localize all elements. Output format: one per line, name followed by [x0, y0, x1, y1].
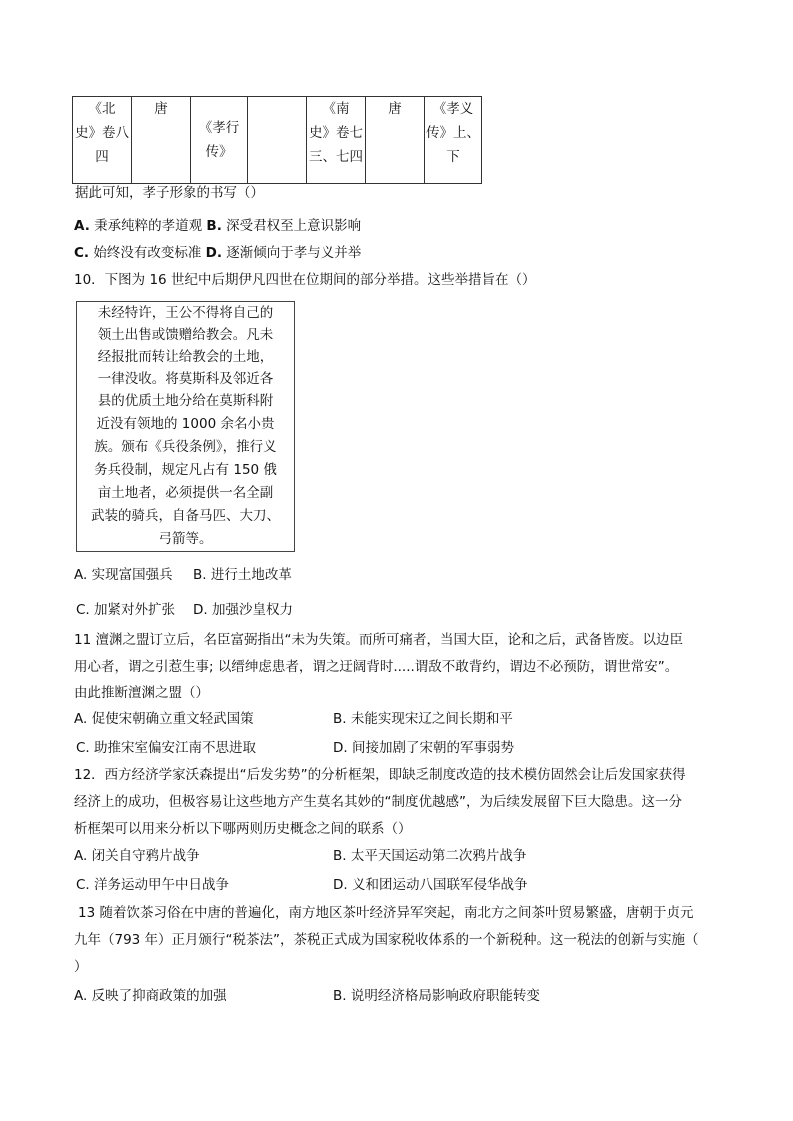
table-cell: 唐	[366, 97, 425, 184]
q13-option-b: B. 说明经济格局影响政府职能转变	[333, 988, 540, 1004]
table-cell: 《孝行 传》	[191, 97, 248, 184]
table-row	[73, 97, 482, 184]
table-cell: 《孝义 传》上、 下	[425, 97, 482, 184]
box-line: 弓箭等。	[158, 531, 213, 547]
q12-option-d: D. 义和团运动八国联军侵华战争	[333, 877, 528, 893]
box-line: 经报批而转让给教会的土地，	[97, 349, 274, 365]
table-cell	[248, 97, 307, 184]
box-line: 未经特许，王公不得将自己的	[97, 305, 274, 321]
q11-line-3: 由此推断澶渊之盟（）	[74, 685, 209, 701]
q11-option-c: C. 助推宋室偏安江南不思进取	[76, 740, 257, 756]
box-line: 一律没收。将莫斯科及邻近各	[97, 371, 274, 387]
q10-stem: 10．下图为 16 世纪中后期伊凡四世在位期间的部分举措。这些举措旨在（）	[74, 272, 536, 288]
q11-option-a: A. 促使宋朝确立重文轻武国策	[74, 711, 254, 727]
option-letter: B.	[206, 218, 222, 234]
q12-option-b: B. 太平天国运动第二次鸦片战争	[333, 848, 527, 864]
q10-option-c: C. 加紧对外扩张	[76, 602, 176, 618]
q13-option-a: A. 反映了抑商政策的加强	[74, 988, 227, 1004]
option-letter: C.	[74, 245, 90, 261]
q10-option-a: A. 实现富国强兵	[74, 567, 173, 583]
box-line: 族。颁布《兵役条例》，推行义	[94, 439, 277, 455]
box-line: 武装的骑兵，自备马匹、大刀、	[91, 508, 280, 524]
option-a: 秉承纯粹的孝道观	[94, 218, 203, 234]
box-line: 亩土地者，必须提供一名全副	[97, 485, 274, 501]
q11-line-1: 11 澶渊之盟订立后，名臣富弼指出“未为失策。而所可痛者，当国大臣，论和之后，武备皆废。以边臣	[74, 632, 683, 648]
box-line: 县的优质土地分给在莫斯科附	[97, 393, 274, 409]
q12-line-2: 经济上的成功，但极容易让这些地方产生莫名其妙的“制度优越感”，为后续发展留下巨大隐患。这一分	[74, 794, 682, 810]
option-letter: D.	[205, 245, 222, 261]
q9-options-ab	[74, 217, 361, 235]
table-cell: 《南 史》卷七 三、七四	[307, 97, 366, 184]
table-cell: 《北 史》卷八 四	[73, 97, 132, 184]
box-line: 务兵役制，规定凡占有 150 俄	[94, 462, 277, 478]
q11-option-b: B. 未能实现宋辽之间长期和平	[333, 711, 513, 727]
option-c: 始终没有改变标准	[93, 245, 202, 261]
box-line: 近没有领地的 1000 余名小贵	[96, 416, 275, 432]
option-d: 逐渐倾向于孝与义并举	[226, 245, 362, 261]
q10-option-b: B. 进行土地改革	[193, 567, 292, 583]
q10-option-d: D. 加强沙皇权力	[193, 602, 293, 618]
q12-option-a: A. 闭关自守鸦片战争	[74, 848, 200, 864]
q13-line-1: 13 随着饮茶习俗在中唐的普遍化，南方地区茶叶经济异军突起，南北方之间茶叶贸易繁盛，唐朝于贞元	[78, 905, 694, 921]
q11-line-2: 用心者，谓之引惹生事; 以缙绅虑患者，谓之迂阔背时.....谓敌不敢背约，谓边不必预防，谓世常安”。	[74, 659, 679, 675]
q9-stem: 据此可知，孝子形象的书写（）	[75, 185, 264, 201]
q13-line-3: ）	[74, 959, 88, 975]
box-line: 领土出售或馈赠给教会。凡未	[97, 327, 274, 343]
q10-source-box	[76, 301, 295, 552]
option-b: 深受君权至上意识影响	[226, 218, 362, 234]
q11-option-d: D. 间接加剧了宋朝的军事弱势	[333, 740, 514, 756]
option-letter: A.	[74, 218, 90, 234]
q13-line-2: 九年（793 年）正月颁行“税茶法”，茶税正式成为国家税收体系的一个新税种。这一税法的创新与实施（	[74, 932, 699, 948]
q12-option-c: C. 洋务运动甲午中日战争	[76, 877, 230, 893]
q12-line-3: 析框架可以用来分析以下哪两则历史概念之间的联系（）	[74, 821, 412, 837]
source-table	[72, 96, 482, 184]
table-cell: 唐	[132, 97, 191, 184]
q12-line-1: 12．西方经济学家沃森提出“后发劣势”的分析框架，即缺乏制度改造的技术模仿固然会让后发国家获得	[74, 767, 686, 783]
q9-options-cd	[74, 244, 361, 262]
